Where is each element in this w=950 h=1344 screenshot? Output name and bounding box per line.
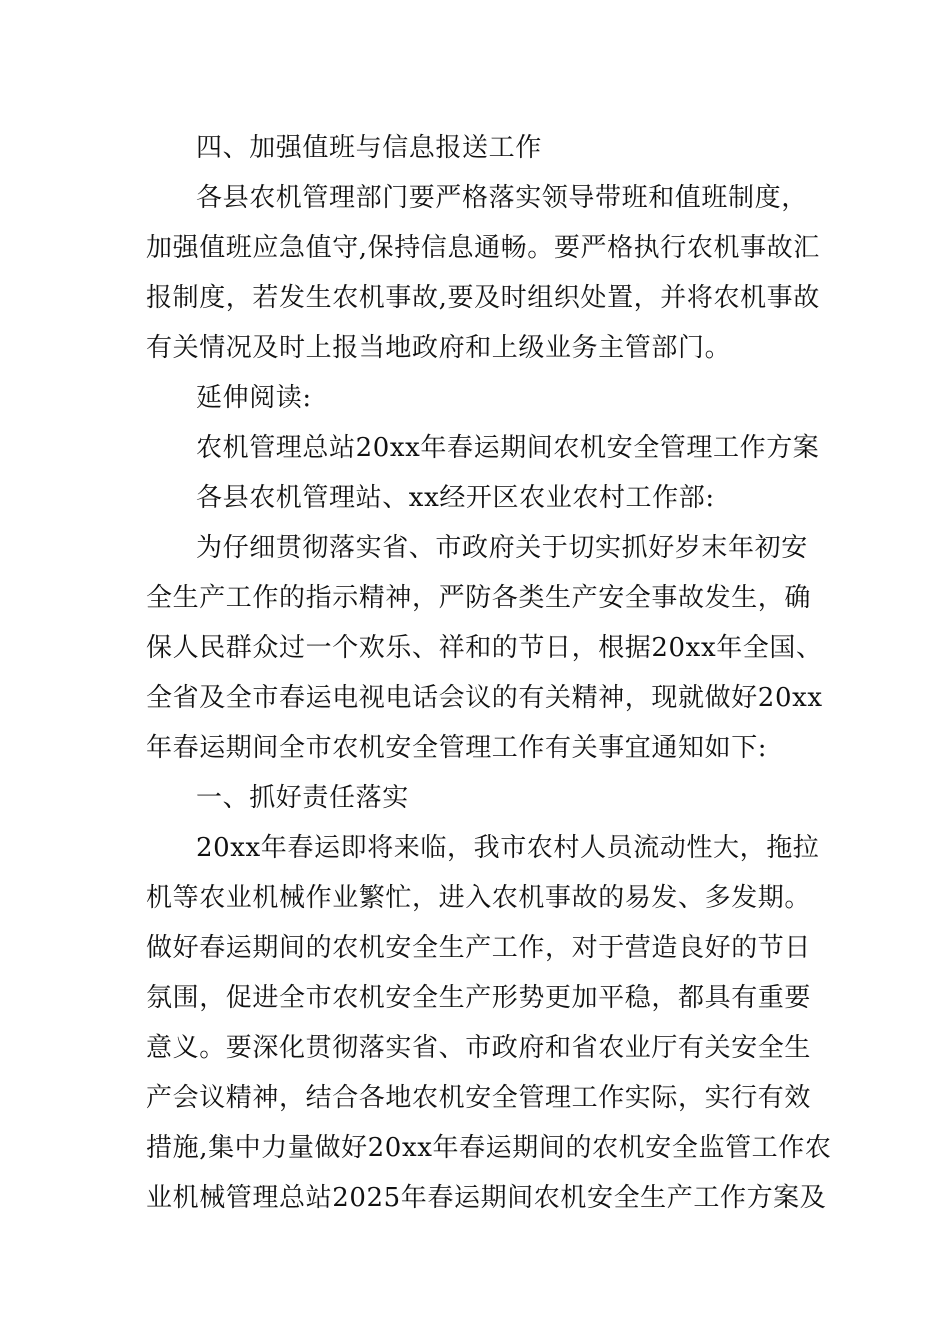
- paragraph-line: 业机械管理总站2025年春运期间农机安全生产工作方案及: [146, 1183, 827, 1213]
- extended-reading-label: 延伸阅读:: [196, 383, 312, 413]
- document-title-line: 农机管理总站20xx年春运期间农机安全管理工作方案: [196, 433, 820, 463]
- paragraph-line: 20xx年春运即将来临，我市农村人员流动性大，拖拉: [196, 833, 820, 863]
- section-heading-duty-reporting: 四、加强值班与信息报送工作: [196, 133, 542, 163]
- paragraph-line: 保人民群众过一个欢乐、祥和的节日，根据20xx年全国、: [146, 633, 823, 663]
- addressee-line: 各县农机管理站、xx经开区农业农村工作部:: [196, 483, 715, 513]
- paragraph-line: 氛围，促进全市农机安全生产形势更加平稳，都具有重要: [146, 983, 812, 1013]
- section-heading-responsibility: 一、抓好责任落实: [196, 783, 409, 813]
- paragraph-line: 各县农机管理部门要严格落实领导带班和值班制度，: [196, 183, 808, 213]
- paragraph-line: 有关情况及时上报当地政府和上级业务主管部门。: [146, 333, 732, 363]
- paragraph-line: 产会议精神，结合各地农机安全管理工作实际，实行有效: [146, 1083, 812, 1113]
- paragraph-line: 意义。要深化贯彻落实省、市政府和省农业厅有关安全生: [146, 1033, 812, 1063]
- paragraph-line: 为仔细贯彻落实省、市政府关于切实抓好岁末年初安: [196, 533, 808, 563]
- paragraph-line: 做好春运期间的农机安全生产工作，对于营造良好的节日: [146, 933, 812, 963]
- paragraph-line: 报制度，若发生农机事故,要及时组织处置，并将农机事故: [146, 283, 820, 313]
- paragraph-line: 全生产工作的指示精神，严防各类生产安全事故发生，确: [146, 583, 812, 613]
- paragraph-line: 措施,集中力量做好20xx年春运期间的农机安全监管工作农: [146, 1133, 832, 1163]
- paragraph-line: 全省及全市春运电视电话会议的有关精神，现就做好20xx: [146, 683, 823, 713]
- paragraph-line: 机等农业机械作业繁忙，进入农机事故的易发、多发期。: [146, 883, 812, 913]
- paragraph-line: 年春运期间全市农机安全管理工作有关事宜通知如下:: [146, 733, 768, 763]
- paragraph-line: 加强值班应急值守,保持信息通畅。要严格执行农机事故汇: [146, 233, 820, 263]
